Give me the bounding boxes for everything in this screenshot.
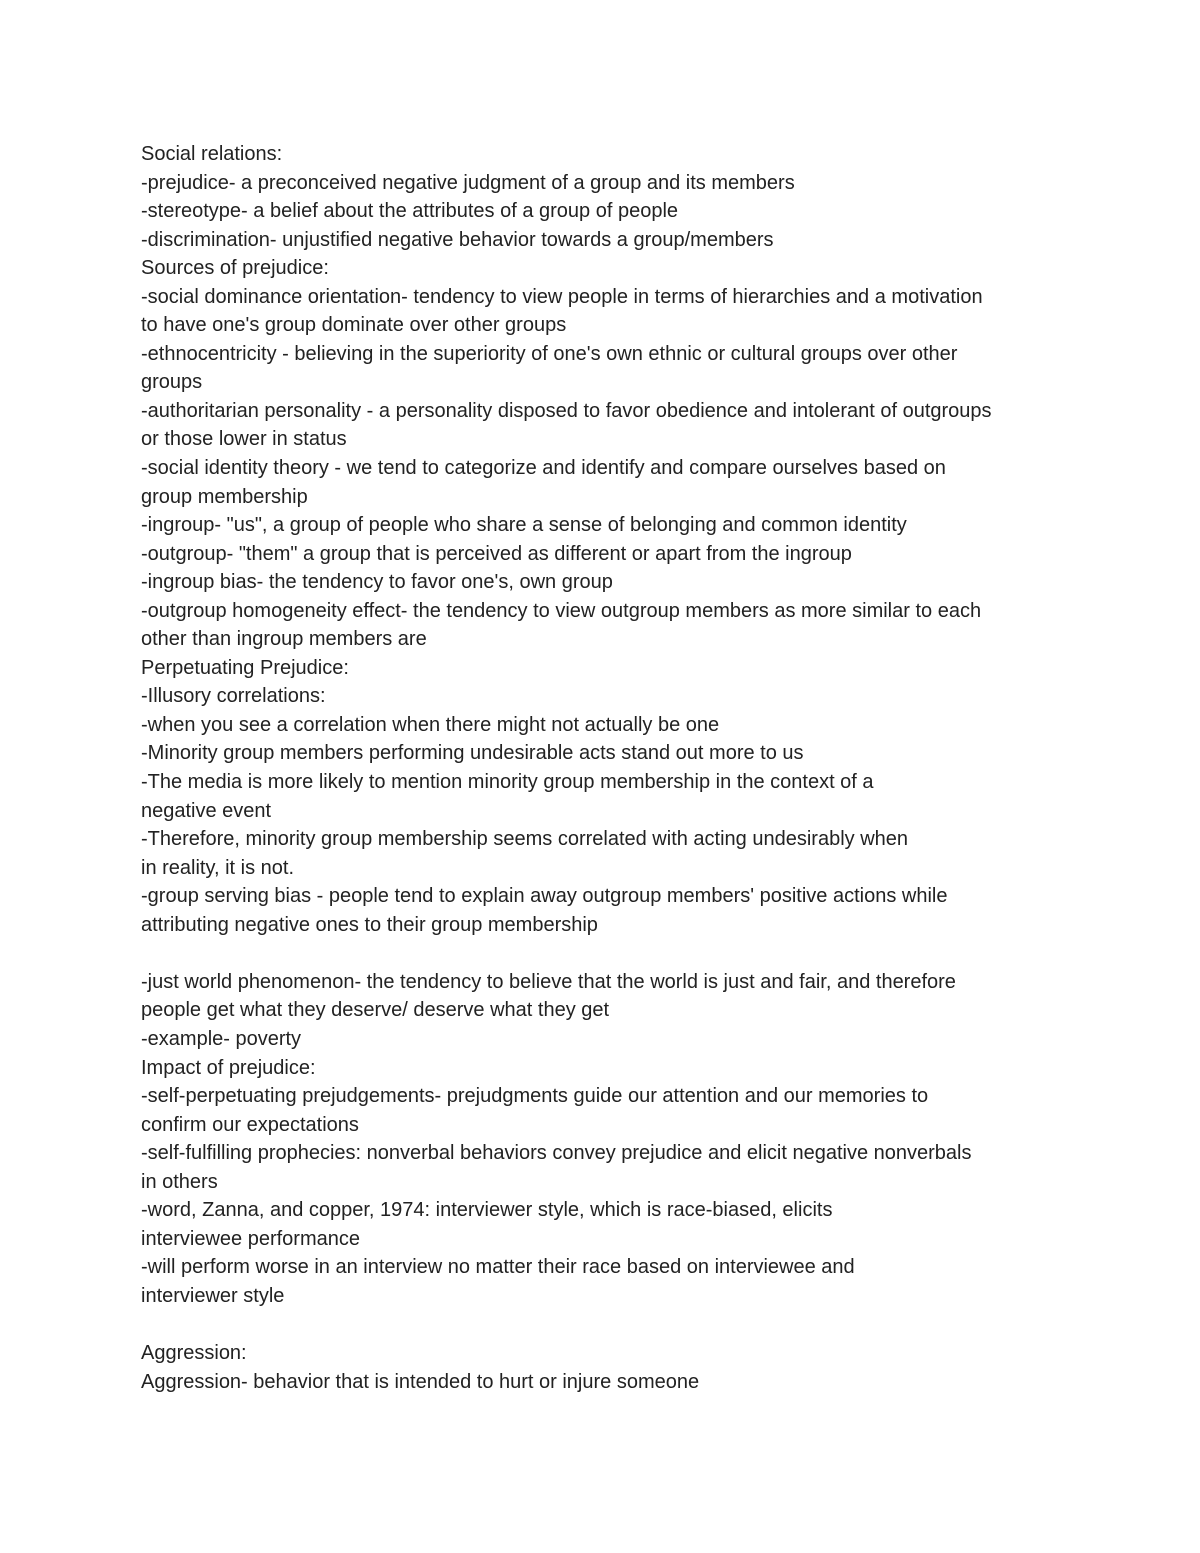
text-line: other than ingroup members are (141, 628, 427, 651)
blank-line (141, 1310, 1071, 1339)
text-line: Aggression- behavior that is intended to hurt or injure someone (141, 1370, 700, 1393)
text-line: group membership (141, 485, 308, 508)
text-line: -Therefore, minority group membership seems correlated with acting undesirably when (141, 828, 909, 851)
text-line: interviewer style (141, 1284, 285, 1307)
section-heading-sources-of-prejudice: Sources of prejudice: (141, 257, 329, 280)
section-heading-social-relations: Social relations: (141, 143, 283, 165)
text-line: -authoritarian personality - a personality disposed to favor obedience and intolerant of outgroups (141, 399, 992, 422)
text-line: -outgroup homogeneity effect- the tendency to view outgroup members as more similar to each (141, 599, 982, 622)
text-line: attributing negative ones to their group membership (141, 913, 598, 936)
text-line: -The media is more likely to mention minority group membership in the context of a (141, 771, 874, 794)
text-line: -stereotype- a belief about the attributes of a group of people (141, 200, 679, 223)
text-line: -self-fulfilling prophecies: nonverbal behaviors convey prejudice and elicit negative nonverbals (141, 1142, 972, 1165)
text-line: -self-perpetuating prejudgements- prejudgments guide our attention and our memories to (141, 1085, 929, 1108)
text-line: -ingroup bias- the tendency to favor one's, own group (141, 571, 613, 594)
text-line: in reality, it is not. (141, 856, 295, 879)
text-line: -discrimination- unjustified negative behavior towards a group/members (141, 228, 774, 251)
text-line: -will perform worse in an interview no matter their race based on interviewee and (141, 1256, 855, 1279)
text-line: -ingroup- "us", a group of people who share a sense of belonging and common identity (141, 514, 907, 537)
text-line: to have one's group dominate over other groups (141, 314, 567, 337)
text-line: or those lower in status (141, 428, 347, 451)
text-line: -prejudice- a preconceived negative judgment of a group and its members (141, 171, 795, 194)
text-line: -Minority group members performing undesirable acts stand out more to us (141, 742, 804, 765)
text-line: people get what they deserve/ deserve what they get (141, 999, 610, 1022)
text-line: -example- poverty (141, 1027, 302, 1050)
text-line: -word, Zanna, and copper, 1974: interviewer style, which is race-biased, elicits (141, 1199, 833, 1222)
document-body (141, 140, 1071, 1396)
text-line: confirm our expectations (141, 1113, 359, 1136)
blank-line (141, 939, 1071, 968)
text-line: -Illusory correlations: (141, 685, 326, 708)
text-line: -outgroup- "them" a group that is perceived as different or apart from the ingroup (141, 542, 852, 565)
text-line: interviewee performance (141, 1227, 360, 1250)
section-heading-impact-of-prejudice: Impact of prejudice: (141, 1056, 316, 1079)
text-line: -social dominance orientation- tendency to view people in terms of hierarchies and a motivation (141, 285, 983, 308)
section-heading-perpetuating-prejudice: Perpetuating Prejudice: (141, 656, 349, 679)
text-line: -group serving bias - people tend to explain away outgroup members' positive actions while (141, 885, 948, 908)
text-line: -ethnocentricity - believing in the superiority of one's own ethnic or cultural groups over other (141, 342, 958, 365)
text-line: -just world phenomenon- the tendency to believe that the world is just and fair, and therefore (141, 970, 956, 993)
text-line: in others (141, 1170, 218, 1193)
text-line: negative event (141, 799, 272, 822)
text-line: -when you see a correlation when there might not actually be one (141, 713, 720, 736)
text-line: -social identity theory - we tend to categorize and identify and compare ourselves based on (141, 457, 946, 480)
text-line: groups (141, 371, 203, 394)
section-heading-aggression: Aggression: (141, 1341, 247, 1364)
